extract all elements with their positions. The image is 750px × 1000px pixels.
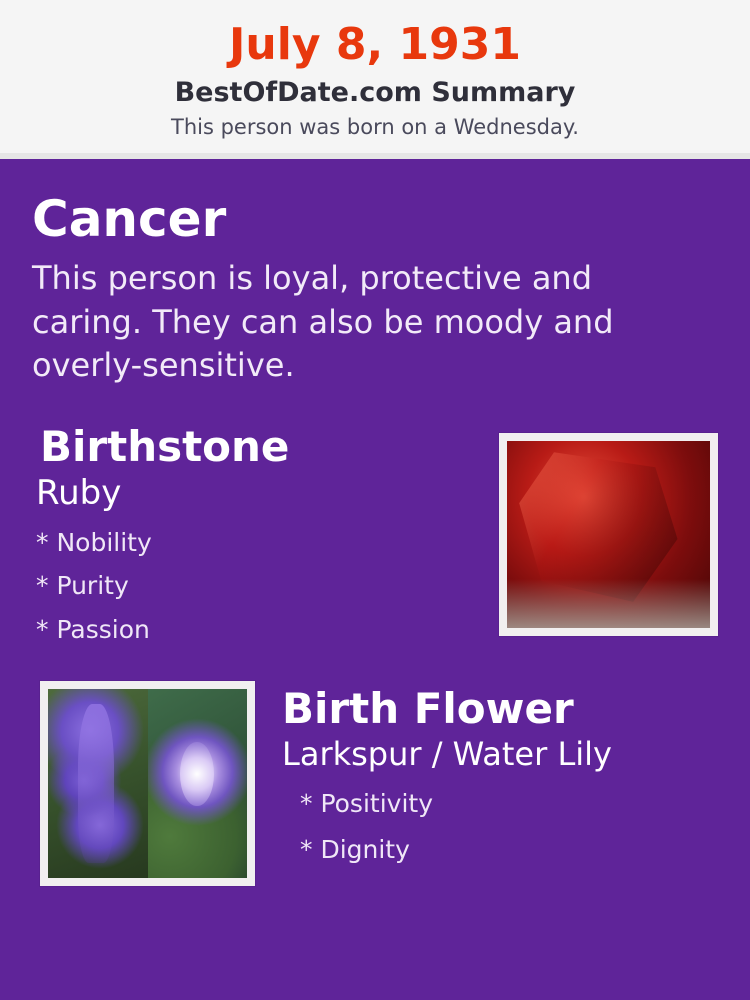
birth-weekday-note: This person was born on a Wednesday.	[171, 114, 579, 139]
birthstone-name: Ruby	[36, 473, 122, 514]
birthstone-heading: Birthstone	[40, 422, 290, 472]
birth-flower-photo-frame	[40, 681, 255, 886]
larkspur-flower-image	[48, 689, 148, 878]
birthstone-trait: * Purity	[36, 571, 129, 601]
birthstone-text	[32, 422, 462, 644]
birthstone-photo-frame	[499, 433, 718, 636]
site-summary-label: BestOfDate.com Summary	[174, 77, 576, 109]
card-header	[0, 0, 750, 159]
birth-flower-trait: * Dignity	[300, 834, 410, 864]
birthstone-trait: * Passion	[36, 614, 150, 644]
birth-flower-section	[32, 681, 718, 891]
birth-flower-text	[282, 681, 718, 863]
birth-flower-name: Larkspur / Water Lily	[282, 735, 612, 774]
birth-flower-trait: * Positivity	[300, 789, 433, 819]
birth-flower-heading: Birth Flower	[282, 684, 574, 734]
birthstone-section	[32, 422, 718, 655]
zodiac-sign-title: Cancer	[32, 189, 227, 248]
birth-date-title: July 8, 1931	[229, 19, 521, 70]
birthstone-trait: * Nobility	[36, 527, 152, 557]
water-lily-flower-image	[148, 689, 248, 878]
card-body	[0, 159, 750, 1000]
zodiac-description: This person is loyal, protective and caring. They can also be moody and overly-sensitive.	[32, 259, 614, 384]
ruby-gemstone-image	[507, 441, 710, 628]
birth-flower-images	[48, 689, 247, 878]
